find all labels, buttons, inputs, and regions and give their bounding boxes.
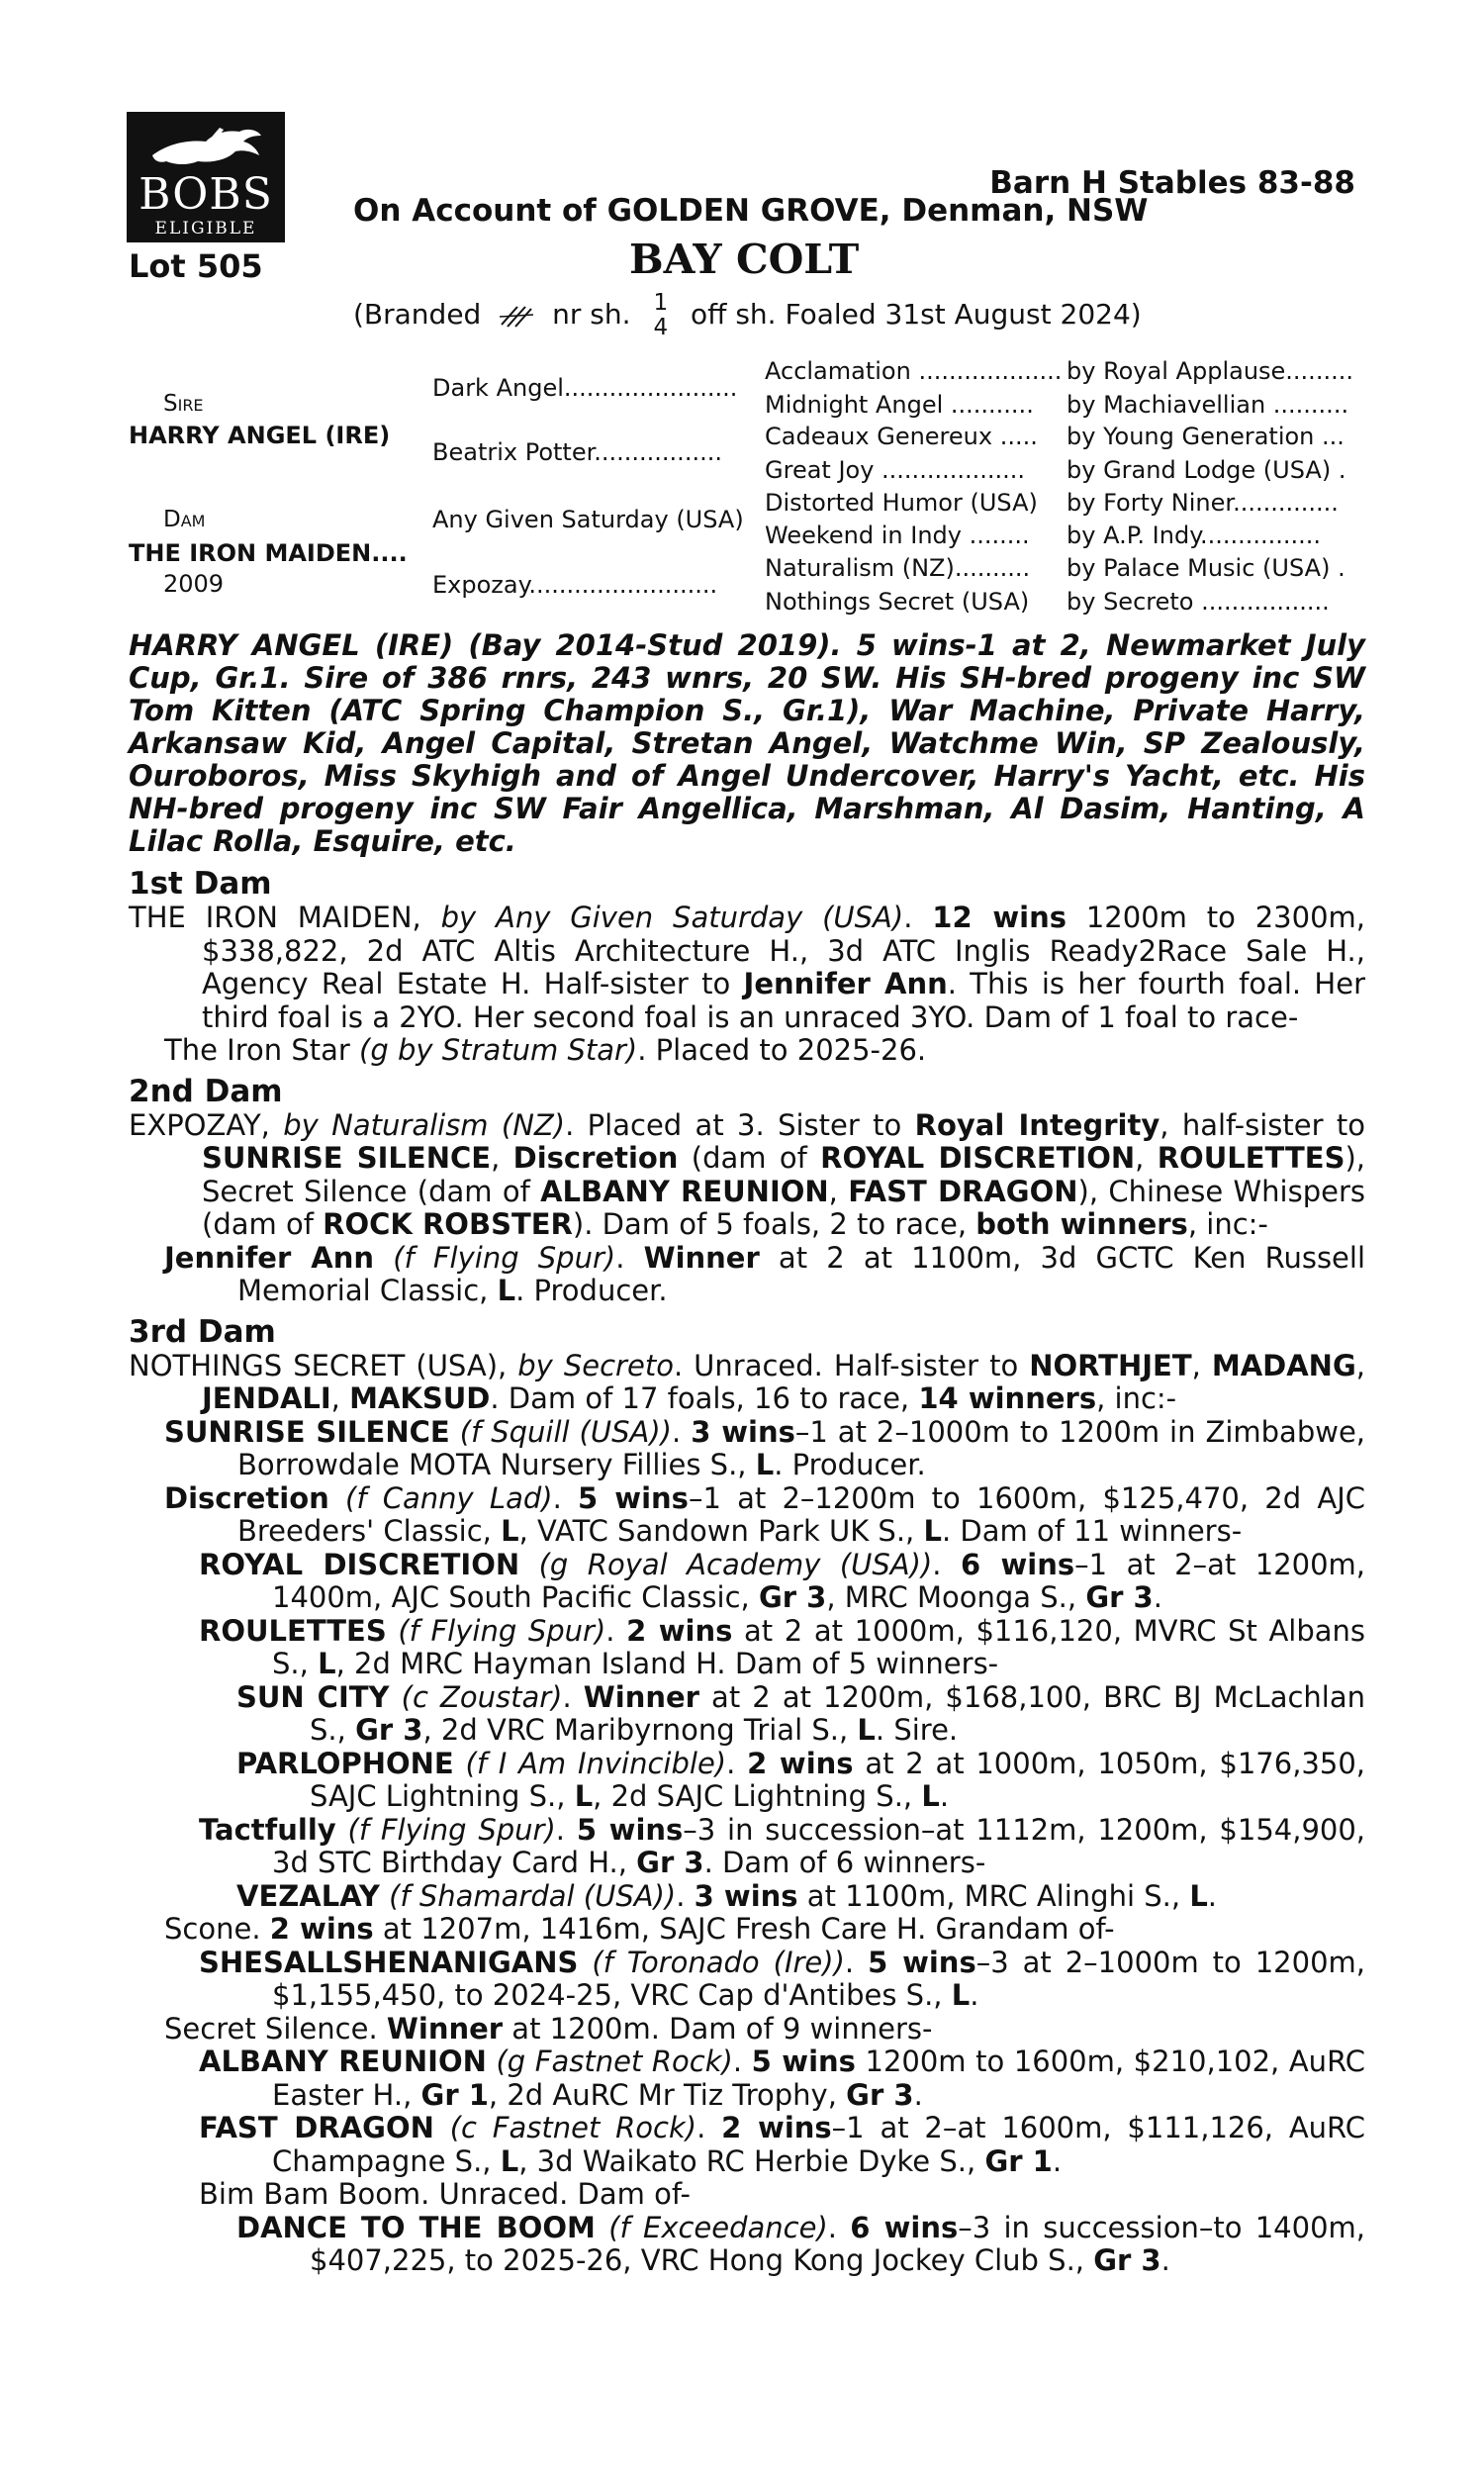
text-run: .	[615, 1240, 644, 1275]
g3-2: Midnight Angel ...........	[765, 391, 1034, 419]
brand-close: off sh. Foaled 31st August 2024)	[691, 298, 1142, 331]
family-entry	[129, 1880, 1365, 1914]
text-run: .	[844, 1945, 869, 1979]
bold-text: Gr 3	[846, 2077, 914, 2112]
sire-label: Sire	[163, 391, 204, 417]
bold-text: Tactfully	[199, 1812, 336, 1847]
bold-text: 2 wins	[721, 2111, 832, 2144]
text-run	[519, 1548, 538, 1581]
bobs-eligible-logo	[127, 112, 285, 242]
bold-text: 12 wins	[932, 901, 1067, 934]
family-entry	[129, 1416, 1365, 1482]
text-run: .	[552, 1480, 579, 1515]
family-entry	[129, 2178, 1365, 2212]
text-run	[374, 1241, 393, 1275]
bold-text: L	[497, 1274, 516, 1307]
bold-text: 2 wins	[747, 1746, 854, 1780]
g4-4: by Grand Lodge (USA) .	[1067, 456, 1346, 484]
text-run: Secret Silence.	[164, 2011, 387, 2046]
text-run: .	[1153, 1580, 1162, 1614]
text-run: .	[939, 1779, 950, 1813]
text-run: . Unraced. Half-sister to	[673, 1348, 1030, 1382]
text-run: . Dam of 17 foals, 16 to race,	[490, 1381, 919, 1415]
text-run: .	[1207, 1878, 1218, 1913]
text-run: .	[1160, 2243, 1170, 2277]
italic-text: (g Royal Academy (USA))	[538, 1547, 933, 1581]
text-run: ,	[1191, 1348, 1212, 1382]
family-entry	[129, 2046, 1365, 2112]
bold-text: Discretion	[164, 1480, 329, 1515]
vendor-account: On Account of GOLDEN GROVE, Denman, NSW	[353, 193, 1149, 229]
family-entry	[129, 1814, 1365, 1880]
text-run: , inc:-	[1187, 1207, 1268, 1241]
italic-text: (g Fastnet Rock)	[496, 2045, 733, 2078]
bold-text: L	[1189, 1878, 1208, 1913]
g4-3: by Young Generation ...	[1067, 423, 1345, 450]
text-run: , VATC Sandown Park UK S.,	[518, 1514, 924, 1548]
bold-text: Gr 1	[420, 2077, 489, 2112]
text-run: , inc:-	[1096, 1381, 1177, 1415]
bold-text: L	[923, 1514, 942, 1548]
text-run: –3 in succession–to 1400m, $407,225, to 2025-26, VRC Hong Kong Jockey Club S.,	[310, 2210, 1365, 2277]
text-run: .	[671, 1414, 692, 1449]
text-run: , half-sister to	[1159, 1107, 1366, 1142]
bold-text: 5 wins	[868, 1945, 976, 1979]
text-run: –1 at 2–at 1600m, $111,126, AuRC Champagne S.,	[272, 2111, 1366, 2178]
text-run: –3 at 2–1000m to 1200m, $1,155,450, to 2024-25, VRC Cap d'Antibes S.,	[272, 1945, 1366, 2012]
g4-8: by Secreto .................	[1067, 588, 1330, 616]
italic-text: by Secreto	[517, 1348, 674, 1382]
text-run: .	[562, 1679, 584, 1714]
text-run: at 1200m. Dam of 9 winners-	[503, 2011, 933, 2046]
dam-foaled-year: 2009	[163, 570, 225, 598]
bold-text: 5 wins	[576, 1812, 684, 1847]
lot-number: Lot 505	[129, 247, 263, 285]
bold-text: L	[500, 2143, 519, 2178]
bold-text: DANCE TO THE BOOM	[236, 2210, 596, 2244]
italic-text: (f Flying Spur)	[347, 1812, 556, 1847]
italic-text: (f I Am Invincible)	[465, 1746, 727, 1780]
g3-5: Distorted Humor (USA)	[765, 489, 1038, 517]
text-run: .	[1052, 2143, 1063, 2178]
italic-text: (f Flying Spur)	[398, 1613, 606, 1648]
text-run: (dam of	[678, 1141, 821, 1175]
text-run: ,	[1135, 1141, 1158, 1175]
italic-text: by Any Given Saturday (USA)	[440, 901, 904, 934]
text-run	[578, 1946, 592, 1979]
text-run: ), Secret Silence (dam of	[202, 1141, 1366, 1208]
bold-text: FAST DRAGON	[848, 1174, 1078, 1208]
bold-text: L	[921, 1779, 940, 1813]
text-run: , 2d MRC Hayman Island H. Dam of 5 winners-	[335, 1647, 999, 1680]
bold-text: L	[318, 1647, 336, 1680]
text-run: 1200m to 2300m, $338,822, 2d ATC Altis Architecture H., 3d ATC Inglis Ready2Race Sale H., Agency Real Estate H. Half-sister to	[202, 901, 1366, 1000]
g4-7: by Palace Music (USA) .	[1067, 554, 1345, 582]
text-run: –3 in succession–at 1112m, 1200m, $154,900, 3d STC Birthday Card H.,	[272, 1812, 1366, 1879]
bold-text: JENDALI	[202, 1381, 331, 1415]
text-run	[596, 2211, 608, 2244]
bold-text: Gr 1	[984, 2143, 1053, 2178]
text-run: . This is her fourth foal. Her third foal is a 2YO. Her second foal is an unraced 3YO. Dam of 1 foal to race-	[202, 967, 1366, 1034]
bold-text: 6 wins	[850, 2210, 959, 2244]
bold-text: 6 wins	[960, 1547, 1075, 1581]
bold-text: Gr 3	[355, 1713, 423, 1747]
italic-text: (g by Stratum Star)	[359, 1033, 638, 1067]
bold-text: MADANG	[1211, 1348, 1356, 1382]
bold-text: Jennifer Ann	[164, 1240, 375, 1275]
text-run	[434, 2111, 450, 2144]
bold-text: SUNRISE SILENCE	[202, 1141, 492, 1175]
text-run: , MRC Moonga S.,	[826, 1580, 1086, 1614]
italic-text: (f Squill (USA))	[459, 1414, 672, 1449]
brand-open: (Branded	[353, 298, 482, 331]
family-entry	[129, 1748, 1365, 1814]
bold-text: 5 wins	[578, 1480, 689, 1515]
bold-text: ROULETTES	[199, 1613, 387, 1648]
italic-text: (c Fastnet Rock)	[449, 2111, 697, 2144]
dam-sections	[129, 866, 1365, 2278]
bold-text: L	[951, 1978, 971, 2012]
text-run: .	[605, 1613, 627, 1648]
text-run	[450, 1415, 460, 1449]
family-entry	[129, 2013, 1365, 2046]
text-run	[387, 1614, 399, 1648]
italic-text: (c Zoustar)	[401, 1679, 563, 1714]
text-run: Scone.	[164, 1912, 270, 1946]
text-run: .	[827, 2210, 851, 2244]
bold-text: Gr 3	[758, 1580, 827, 1614]
italic-text: by Naturalism (NZ)	[283, 1107, 566, 1142]
text-run: at 2 at 1100m, 3d GCTC Ken Russell Memorial Classic,	[237, 1240, 1366, 1307]
bold-text: Winner	[643, 1240, 760, 1275]
bold-text: Discretion	[512, 1141, 679, 1175]
bold-text: ROYAL DISCRETION	[199, 1547, 520, 1581]
bold-text: VEZALAY	[236, 1878, 380, 1913]
text-run: ). Dam of 5 foals, 2 to race,	[572, 1207, 976, 1241]
family-entry	[129, 1482, 1365, 1549]
text-run: ,	[491, 1141, 513, 1175]
text-run: , 2d AuRC Mr Tiz Trophy,	[488, 2077, 847, 2112]
brand-mark-icon	[498, 303, 535, 329]
dam-section	[129, 1074, 1365, 1308]
dam-label: Dam	[163, 507, 206, 532]
italic-text: (f Shamardal (USA))	[389, 1878, 677, 1913]
racehorse-icon	[148, 126, 265, 171]
g4-1: by Royal Applause.........	[1067, 357, 1353, 385]
g3-6: Weekend in Indy ........	[765, 522, 1030, 549]
text-run: NOTHINGS SECRET (USA),	[129, 1348, 518, 1382]
bold-text: Winner	[583, 1679, 699, 1714]
text-run: –1 at 2–at 1200m, 1400m, AJC South Pacific Classic,	[272, 1547, 1366, 1614]
family-entry	[129, 2112, 1365, 2178]
bold-text: L	[755, 1448, 775, 1481]
g3-4: Great Joy ...................	[765, 456, 1025, 484]
g3-1: Acclamation ...................	[765, 357, 1063, 385]
bold-text: 3 wins	[694, 1878, 798, 1913]
text-run: Bim Bam Boom. Unraced. Dam of-	[199, 2177, 691, 2211]
text-run: .	[555, 1812, 577, 1847]
logo-text: BOBS	[139, 169, 273, 220]
text-run: . Placed to 2025-26.	[637, 1033, 927, 1067]
g3-8: Nothings Secret (USA)	[765, 588, 1030, 616]
dam-dam: Expozay.........................	[432, 571, 718, 599]
text-run: .	[696, 2111, 722, 2144]
bold-text: MAKSUD	[349, 1381, 491, 1415]
g4-2: by Machiavellian ..........	[1067, 391, 1349, 419]
dam-section	[129, 1314, 1365, 2278]
text-run: .	[970, 1978, 979, 2012]
text-run: ,	[828, 1174, 849, 1208]
text-run: at 1207m, 1416m, SAJC Fresh Care H. Grandam of-	[373, 1912, 1115, 1946]
bold-text: SUN CITY	[236, 1679, 390, 1714]
text-run: .	[726, 1746, 748, 1780]
bold-text: ROYAL DISCRETION	[820, 1141, 1136, 1175]
text-run: .	[932, 1547, 961, 1581]
text-run: .	[913, 2077, 923, 2112]
text-run: . Sire.	[875, 1713, 959, 1747]
bold-text: NORTHJET	[1029, 1348, 1192, 1382]
brand-and-foaling	[353, 291, 1142, 340]
barn-location: Barn H Stables 83-88	[989, 165, 1355, 201]
bold-text: ROCK ROBSTER	[323, 1207, 573, 1241]
sire-sire: Dark Angel.......................	[432, 374, 738, 402]
italic-text: (f Toronado (Ire))	[592, 1945, 845, 1979]
bold-text: 5 wins	[751, 2045, 856, 2078]
text-run	[336, 1813, 348, 1847]
g4-6: by A.P. Indy................	[1067, 522, 1322, 549]
italic-text: (f Exceedance)	[608, 2210, 828, 2244]
text-run: .	[732, 2045, 752, 2078]
text-run: ), Chinese Whispers (dam of	[202, 1174, 1366, 1241]
bold-text: L	[574, 1779, 594, 1813]
dam-section	[129, 866, 1365, 1068]
family-entry	[129, 1681, 1365, 1748]
family-entry	[129, 1913, 1365, 1947]
italic-text: (f Flying Spur)	[393, 1240, 616, 1275]
text-run: , 2d VRC Maribyrnong Trial S.,	[422, 1713, 858, 1747]
text-run: THE IRON MAIDEN,	[129, 901, 441, 934]
fraction-denominator: 4	[653, 315, 669, 340]
dam-sire: Any Given Saturday (USA)	[432, 506, 744, 533]
bold-text: FAST DRAGON	[199, 2111, 434, 2144]
text-run: .	[903, 901, 933, 934]
sire-name: HARRY ANGEL (IRE)	[129, 422, 391, 449]
text-run: , 2d SAJC Lightning S.,	[593, 1779, 922, 1813]
bold-text: Jennifer Ann	[743, 967, 948, 1000]
family-entry	[129, 1109, 1365, 1242]
dam-name: THE IRON MAIDEN....	[129, 539, 408, 567]
bold-text: PARLOPHONE	[236, 1746, 454, 1780]
logo-subtext: ELIGIBLE	[154, 219, 257, 238]
bold-text: L	[501, 1514, 519, 1548]
text-run: –1 at 2–1200m to 1600m, $125,470, 2d AJC Breeders' Classic,	[237, 1480, 1365, 1548]
lot-title: BAY COLT	[629, 236, 860, 283]
text-run: . Dam of 6 winners-	[703, 1846, 986, 1879]
brand-fraction	[653, 291, 668, 340]
text-run: . Producer.	[515, 1274, 668, 1307]
family-entry	[129, 902, 1365, 1034]
text-run: ,	[1355, 1348, 1365, 1382]
section-heading: 1st Dam	[129, 866, 272, 902]
text-run	[329, 1481, 345, 1515]
text-run: The Iron Star	[164, 1033, 360, 1067]
bold-text: L	[857, 1713, 876, 1747]
text-run: at 1100m, MRC Alinghi S.,	[797, 1878, 1190, 1913]
bold-text: 2 wins	[626, 1613, 733, 1648]
bold-text: ROULETTES	[1157, 1141, 1345, 1175]
bold-text: ALBANY REUNION	[540, 1174, 829, 1208]
family-entry	[129, 1034, 1365, 1068]
text-run	[380, 1879, 389, 1913]
bold-text: ALBANY REUNION	[199, 2045, 487, 2078]
bold-text: SUNRISE SILENCE	[164, 1414, 450, 1449]
text-run: EXPOZAY,	[129, 1107, 284, 1142]
bold-text: 2 wins	[269, 1912, 374, 1946]
g3-3: Cadeaux Genereux .....	[765, 423, 1038, 450]
family-entry	[129, 1549, 1365, 1615]
family-entry	[129, 1947, 1365, 2013]
text-run: –1 at 2–1000m to 1200m in Zimbabwe, Borrowdale MOTA Nursery Fillies S.,	[237, 1414, 1366, 1481]
fraction-numerator: 1	[653, 290, 669, 316]
text-run: at 2 at 1200m, $168,100, BRC BJ McLachlan S.,	[310, 1679, 1366, 1747]
text-run: , 3d Waikato RC Herbie Dyke S.,	[518, 2143, 985, 2178]
bold-text: both winners	[975, 1207, 1188, 1241]
bold-text: 3 wins	[691, 1414, 795, 1449]
section-heading: 3rd Dam	[129, 1313, 276, 1350]
text-run	[390, 1680, 402, 1714]
sire-summary: HARRY ANGEL (IRE) (Bay 2014-Stud 2019). 5 wins-1 at 2, Newmarket July Cup, Gr.1. Sire of 386 rnrs, 243 wnrs, 20 SW. His SH-bred progeny inc SW Tom Kitten (ATC Spring Champion S., Gr.1), War Machine, Private Harry, Arkansaw Kid, Angel Capital, Stretan Angel, Watchme Win, SP Zealously, Ouroboros, Miss Skyhigh and of Angel Undercover, Harry's Yacht, etc. His NH-bred progeny inc SW Fair Angellica, Marshman, Al Dasim, Hanting, A Lilac Rolla, Esquire, etc.	[129, 628, 1365, 858]
text-run: . Producer.	[774, 1448, 926, 1481]
text-run: ,	[330, 1381, 350, 1415]
text-run: at 2 at 1000m, $116,120, MVRC St Albans S.,	[272, 1613, 1366, 1680]
bold-text: Gr 3	[1085, 1580, 1154, 1614]
family-entry	[129, 1615, 1365, 1681]
bold-text: Gr 3	[636, 1846, 704, 1879]
bold-text: Royal Integrity	[914, 1107, 1160, 1142]
text-run	[454, 1747, 466, 1780]
family-entry	[129, 2212, 1365, 2278]
catalogue-body	[129, 629, 1365, 2278]
bold-text: Gr 3	[1093, 2243, 1161, 2277]
text-run: at 2 at 1000m, 1050m, $176,350, SAJC Lightning S.,	[310, 1746, 1365, 1813]
family-entry	[129, 1350, 1365, 1416]
g4-5: by Forty Niner..............	[1067, 489, 1339, 517]
sire-dam: Beatrix Potter.................	[432, 438, 722, 466]
bold-text: 14 winners	[918, 1381, 1097, 1415]
section-heading: 2nd Dam	[129, 1073, 283, 1109]
text-run: . Placed at 3. Sister to	[565, 1107, 915, 1142]
text-run: . Dam of 11 winners-	[941, 1514, 1243, 1548]
bold-text: SHESALLSHENANIGANS	[199, 1945, 579, 1979]
bold-text: Winner	[386, 2011, 504, 2046]
brand-side: nr sh.	[552, 298, 631, 331]
g3-7: Naturalism (NZ)..........	[765, 554, 1031, 582]
text-run: 1200m to 1600m, $210,102, AuRC Easter H.,	[272, 2045, 1366, 2112]
text-run: .	[676, 1878, 695, 1913]
family-entry	[129, 1242, 1365, 1308]
italic-text: (f Canny Lad)	[345, 1480, 553, 1515]
